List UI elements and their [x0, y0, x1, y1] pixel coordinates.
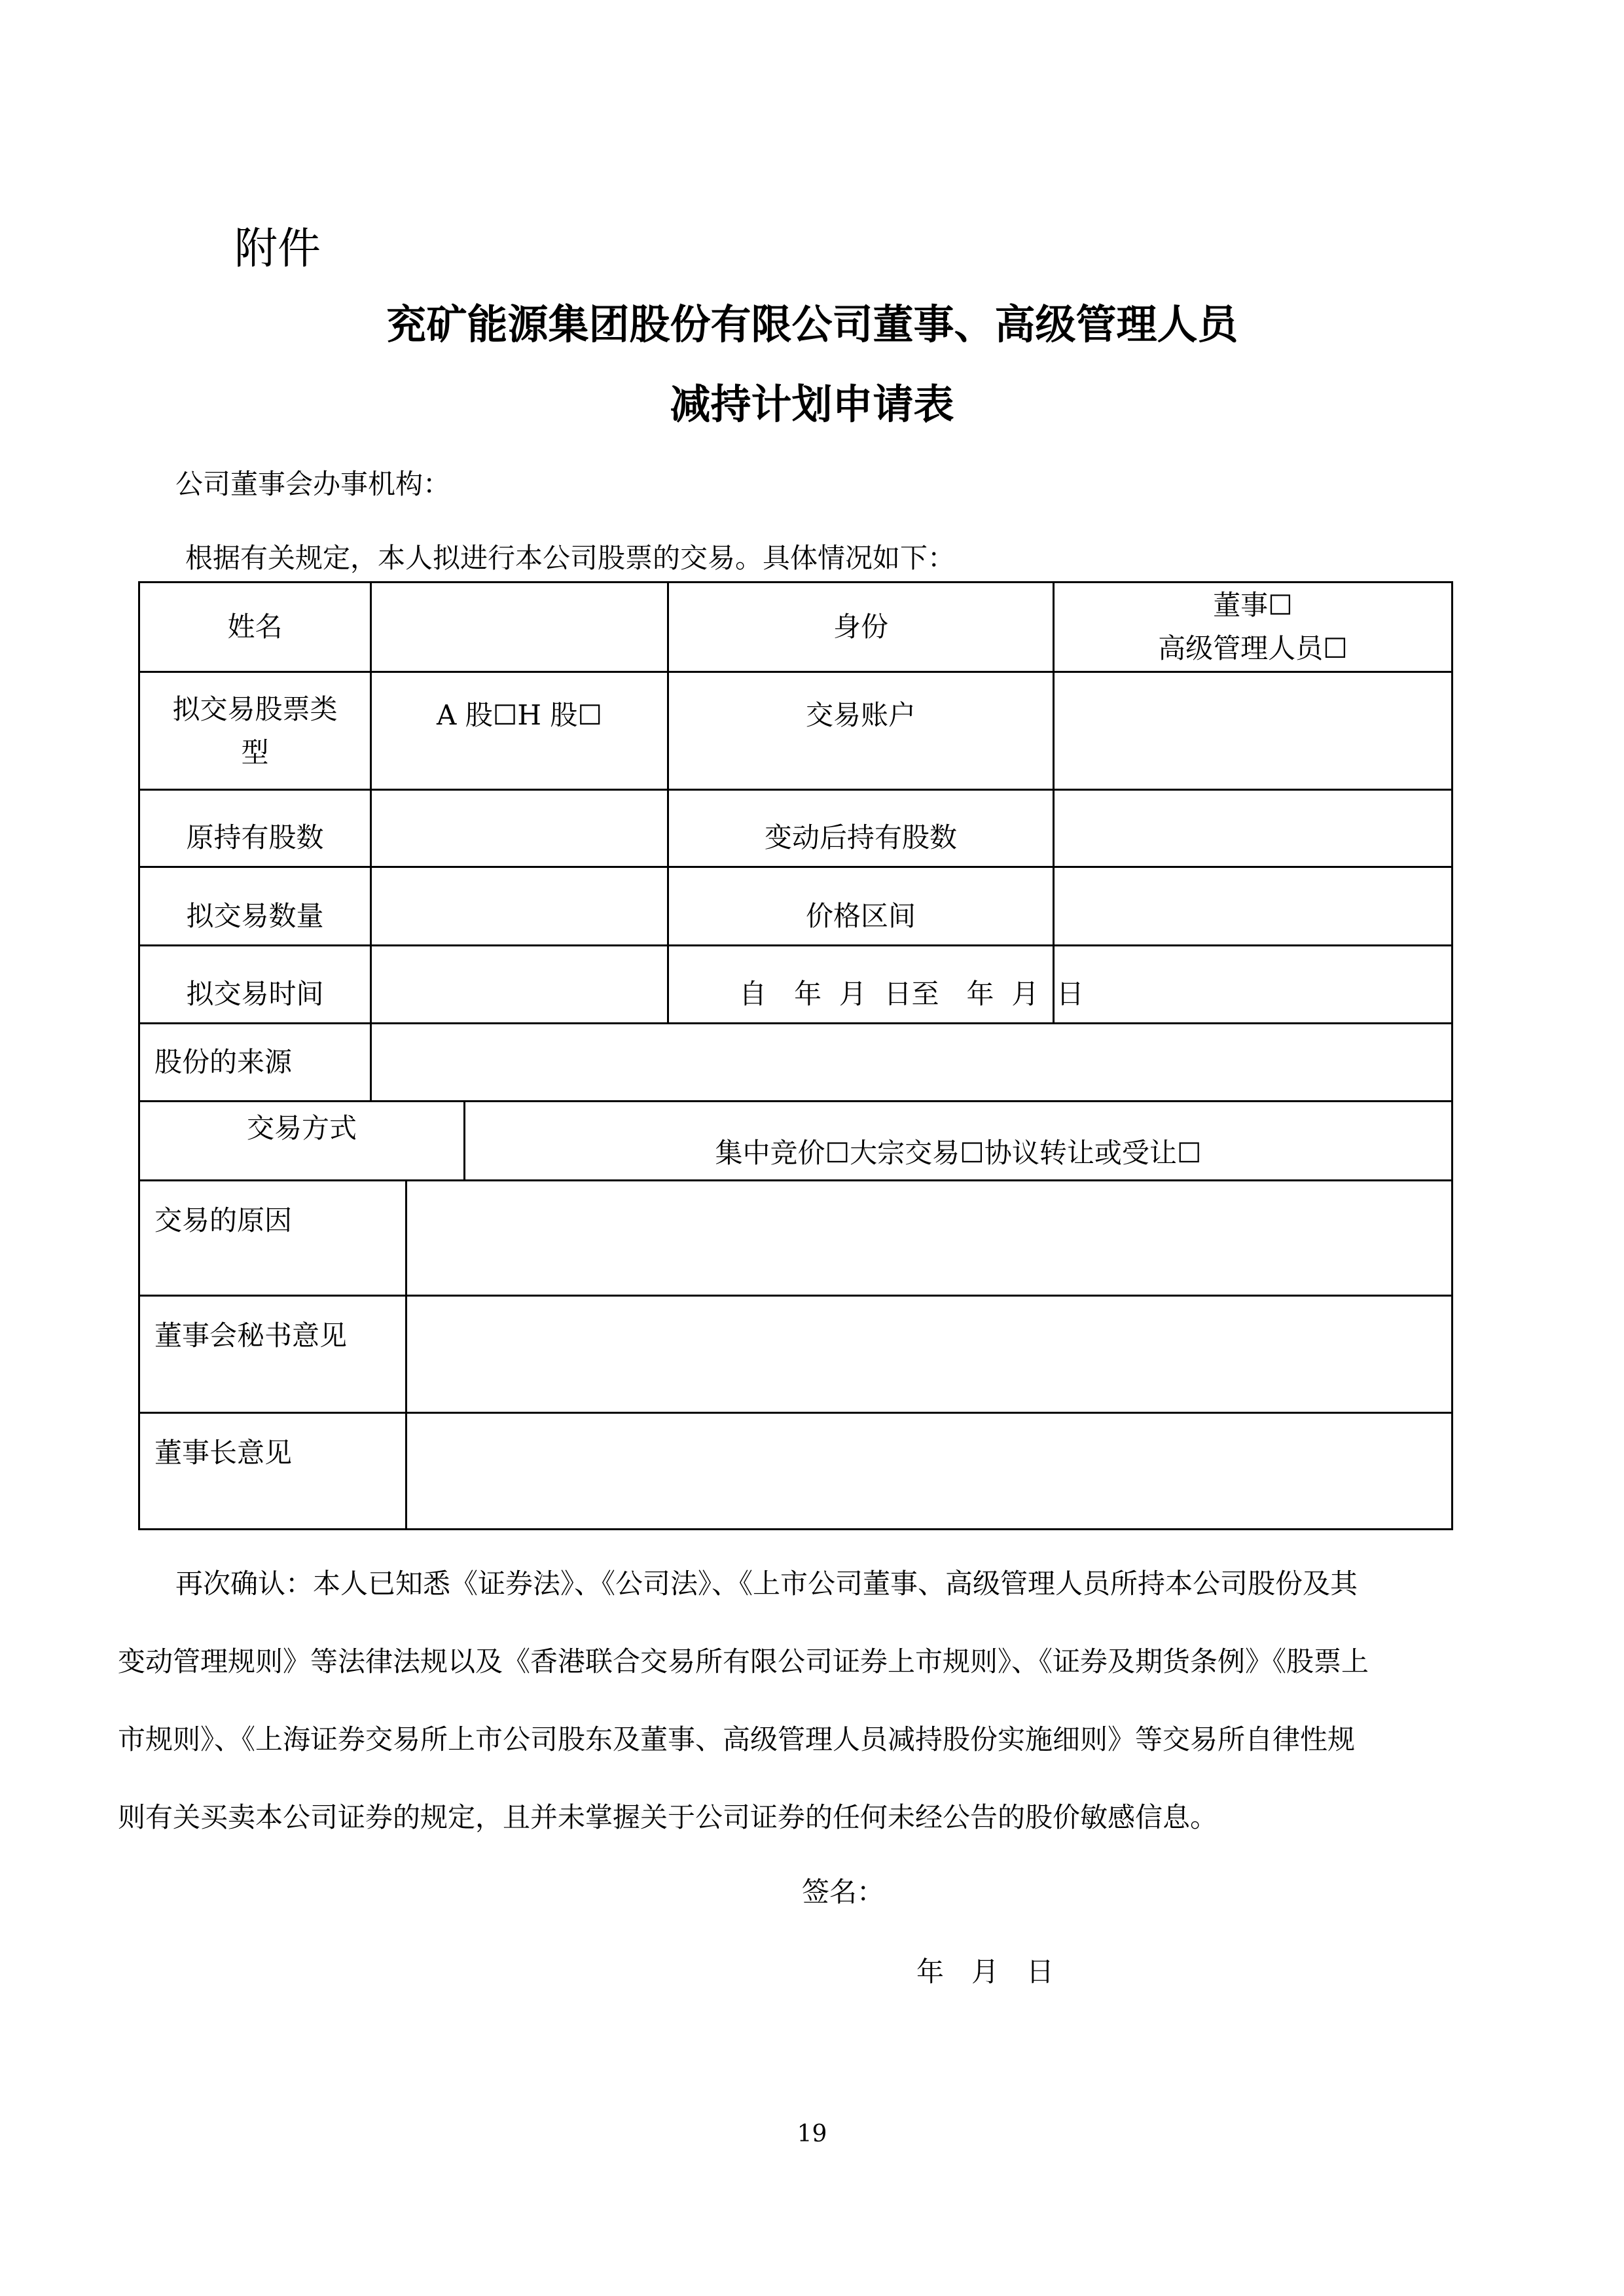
trade-reason-label: 交易的原因 — [154, 1204, 293, 1236]
trade-reason-field[interactable] — [407, 1181, 1451, 1295]
price-range-field[interactable] — [1055, 868, 1451, 944]
chairman-opinion-field[interactable] — [407, 1414, 1451, 1528]
confirmation-line: 变动管理规则》等法律法规以及《香港联合交易所有限公司证券上市规则》、《证券及期货条例》《股票上 — [118, 1645, 1369, 1677]
secretary-opinion-label: 董事会秘书意见 — [154, 1319, 348, 1352]
confirmation-statement — [118, 1545, 1427, 1856]
trade-method-label: 交易方式 — [246, 1112, 357, 1144]
confirmation-line: 市规则》、《上海证券交易所上市公司股东及董事、高级管理人员减持股份实施细则》等交易所自律性规 — [118, 1723, 1356, 1755]
share-source-label: 股份的来源 — [154, 1046, 293, 1078]
name-field[interactable] — [372, 583, 667, 671]
identity-options[interactable] — [1055, 583, 1451, 671]
confirmation-line: 则有关买卖本公司证券的规定，且并未掌握关于公司证券的任何未经公告的股价敏感信息。 — [118, 1801, 1218, 1833]
secretary-opinion-field[interactable] — [407, 1297, 1451, 1412]
original-shares-label: 原持有股数 — [186, 821, 324, 853]
identity-senior-manager-checkbox[interactable]: 高级管理人员☐ — [1158, 632, 1348, 664]
after-shares-field[interactable] — [1055, 791, 1451, 866]
stock-type-label: 拟交易股票类 型 — [172, 692, 338, 768]
trade-method-options[interactable]: 集中竞价☐大宗交易☐协议转让或受让☐ — [715, 1136, 1202, 1169]
share-source-field[interactable] — [465, 1024, 1451, 1100]
original-shares-field[interactable] — [372, 791, 667, 866]
account-field[interactable] — [1055, 673, 1451, 789]
attachment-label: 附件 — [234, 223, 321, 274]
price-range-label: 价格区间 — [805, 899, 916, 932]
name-label: 姓名 — [227, 611, 283, 643]
quantity-label: 拟交易数量 — [186, 899, 324, 932]
identity-director-checkbox[interactable]: 董事☐ — [1213, 589, 1293, 621]
trade-time-label: 拟交易时间 — [186, 978, 324, 1010]
stock-type-options[interactable]: A 股☐H 股☐ — [437, 699, 602, 731]
signature-label: 签名： — [802, 1876, 885, 1908]
application-form-table — [138, 581, 1453, 1530]
confirmation-line: 再次确认：本人已知悉《证券法》、《公司法》、《上市公司董事、高级管理人员所持本公司股份及其 — [175, 1568, 1358, 1600]
signature-date: 年 月 日 — [916, 1956, 1055, 1988]
quantity-field[interactable] — [372, 868, 667, 944]
chairman-opinion-label: 董事长意见 — [154, 1437, 293, 1469]
intro-statement: 根据有关规定，本人拟进行本公司股票的交易。具体情况如下： — [185, 542, 956, 574]
trade-time-field[interactable]: 自 年 月 日至 年 月 日 — [739, 978, 1084, 1010]
identity-label: 身份 — [833, 611, 888, 643]
document-title: 兖矿能源集团股份有限公司董事、高级管理人员 — [386, 300, 1238, 348]
after-shares-label: 变动后持有股数 — [764, 821, 957, 853]
page-number: 19 — [797, 2121, 827, 2147]
addressee: 公司董事会办事机构： — [175, 468, 451, 500]
account-label: 交易账户 — [805, 699, 916, 731]
document-subtitle: 减持计划申请表 — [670, 380, 954, 428]
